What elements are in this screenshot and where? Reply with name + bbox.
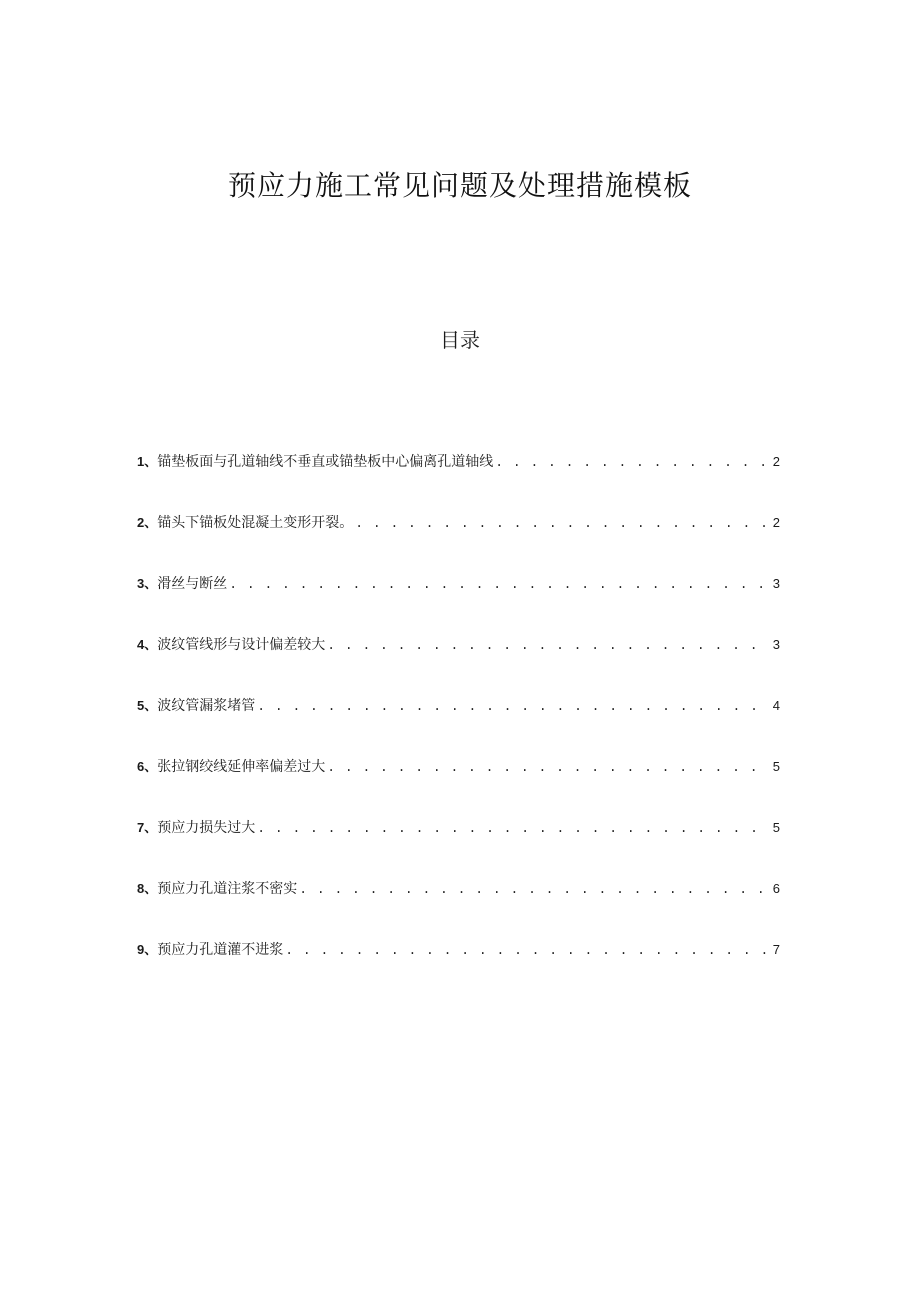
toc-entry-number: 7、: [137, 820, 158, 835]
toc-entry-number: 9、: [137, 942, 158, 957]
toc-entry[interactable]: [137, 817, 780, 878]
toc-entry[interactable]: [137, 634, 780, 695]
toc-entry-number: 3、: [137, 576, 158, 591]
toc-entry[interactable]: [137, 573, 780, 634]
toc-entry-title: 锚垫板面与孔道轴线不垂直或锚垫板中心偏离孔道轴线: [157, 454, 494, 470]
toc-dot-leader: [257, 818, 769, 840]
toc-dot-leader: [229, 574, 769, 596]
toc-entry-page: 5: [772, 820, 780, 835]
toc-dot-leader: [355, 513, 769, 535]
toc-entry-page: 7: [772, 942, 780, 957]
toc-dot-leader: [285, 940, 769, 962]
toc-entry-page: 2: [772, 454, 780, 469]
toc-entry-number: 4、: [137, 637, 158, 652]
toc-heading: 目录: [440, 328, 480, 352]
toc-entry[interactable]: [137, 512, 780, 573]
toc-entry-title: 张拉钢绞线延伸率偏差过大: [157, 759, 326, 775]
toc-entry-number: 2、: [137, 515, 158, 530]
toc-entry-number: 8、: [137, 881, 158, 896]
toc-entry-page: 2: [772, 515, 780, 530]
toc-entry-title: 预应力孔道灌不进浆: [157, 942, 284, 958]
toc-entry-page: 6: [772, 881, 780, 896]
toc-entry[interactable]: [137, 756, 780, 817]
toc-entry[interactable]: [137, 878, 780, 939]
toc-dot-leader: [327, 635, 769, 657]
toc-entry-title: 预应力孔道注浆不密实: [157, 881, 298, 897]
toc-entry[interactable]: [137, 939, 780, 1000]
toc-entry-title: 波纹管漏浆堵管: [157, 698, 256, 714]
toc-entry-number: 1、: [137, 454, 158, 469]
toc-dot-leader: [495, 452, 769, 474]
toc-entry-page: 3: [772, 576, 780, 591]
toc-entry-title: 滑丝与断丝: [157, 576, 228, 592]
toc-entry-title: 波纹管线形与设计偏差较大: [157, 637, 326, 653]
toc-entry[interactable]: [137, 695, 780, 756]
toc-dot-leader: [257, 696, 769, 718]
toc-entry-title: 预应力损失过大: [157, 820, 256, 836]
toc-dot-leader: [299, 879, 769, 901]
toc-entry-page: 3: [772, 637, 780, 652]
toc-entry[interactable]: [137, 451, 780, 512]
document-title: 预应力施工常见问题及处理措施模板: [227, 169, 692, 202]
toc-dot-leader: [327, 757, 769, 779]
toc-entry-title: 锚头下锚板处混凝土变形开裂。: [157, 515, 354, 531]
toc-entry-number: 5、: [137, 698, 158, 713]
toc-entry-number: 6、: [137, 759, 158, 774]
toc-entry-page: 5: [772, 759, 780, 774]
toc-entry-page: 4: [772, 698, 780, 713]
table-of-contents: [137, 451, 780, 1000]
